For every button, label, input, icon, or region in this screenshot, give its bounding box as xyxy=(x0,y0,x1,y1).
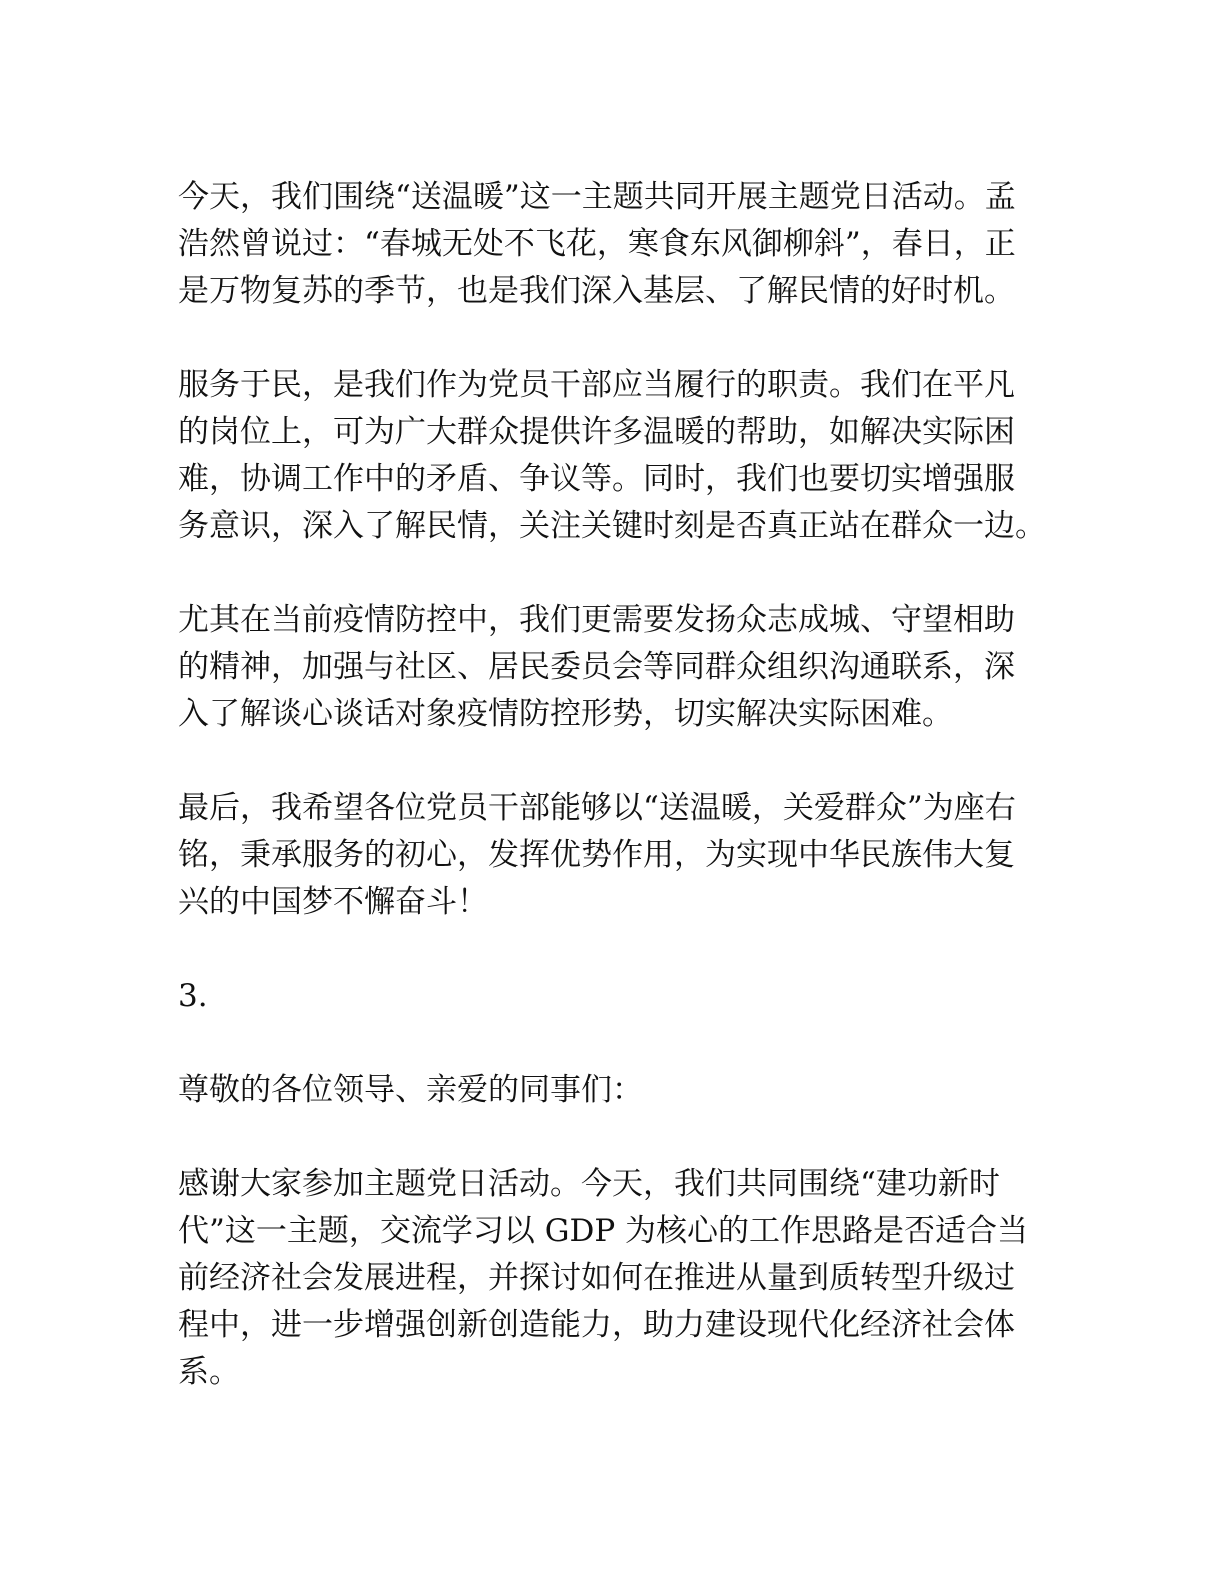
document-body xyxy=(178,174,1048,1396)
text-line: 的岗位上，可为广大群众提供许多温暖的帮助，如解决实际困 xyxy=(178,414,1015,450)
text-line: 感谢大家参加主题党日活动。今天，我们共同围绕“建功新时 xyxy=(178,1166,1000,1202)
text-line: 入了解谈心谈话对象疫情防控形势，切实解决实际困难。 xyxy=(178,696,953,732)
text-line: 兴的中国梦不懈奋斗！ xyxy=(178,884,488,920)
text-line: 前经济社会发展进程，并探讨如何在推进从量到质转型升级过 xyxy=(178,1260,1015,1296)
paragraph-closing xyxy=(178,785,1048,926)
paragraph-intro xyxy=(178,174,1048,315)
text-line: 的精神，加强与社区、居民委员会等同群众组织沟通联系，深 xyxy=(178,649,1015,685)
text-line: 最后，我希望各位党员干部能够以“送温暖，关爱群众”为座右 xyxy=(178,790,1016,826)
text-line: 今天，我们围绕“送温暖”这一主题共同开展主题党日活动。孟 xyxy=(178,179,1016,215)
text-line: 代”这一主题，交流学习以 GDP 为核心的工作思路是否适合当 xyxy=(178,1213,1029,1249)
text-line: 务意识，深入了解民情，关注关键时刻是否真正站在群众一边。 xyxy=(178,508,1046,544)
text-line: 尤其在当前疫情防控中，我们更需要发扬众志成城、守望相助 xyxy=(178,602,1015,638)
text-line: 难，协调工作中的矛盾、争议等。同时，我们也要切实增强服 xyxy=(178,461,1015,497)
text-line: 浩然曾说过：“春城无处不飞花，寒食东风御柳斜”，春日，正 xyxy=(178,226,1016,262)
salutation xyxy=(178,1067,1048,1114)
text-line: 尊敬的各位领导、亲爱的同事们： xyxy=(178,1072,643,1108)
text-line: 服务于民，是我们作为党员干部应当履行的职责。我们在平凡 xyxy=(178,367,1015,403)
paragraph-service xyxy=(178,362,1048,550)
paragraph-epidemic xyxy=(178,597,1048,738)
section-number xyxy=(178,973,1048,1020)
paragraph-gdp xyxy=(178,1161,1048,1396)
text-line: 程中，进一步增强创新创造能力，助力建设现代化经济社会体 xyxy=(178,1307,1015,1343)
text-line: 系。 xyxy=(178,1354,240,1390)
text-line: 3. xyxy=(178,978,208,1014)
text-line: 铭，秉承服务的初心，发挥优势作用，为实现中华民族伟大复 xyxy=(178,837,1015,873)
text-line: 是万物复苏的季节，也是我们深入基层、了解民情的好时机。 xyxy=(178,273,1015,309)
